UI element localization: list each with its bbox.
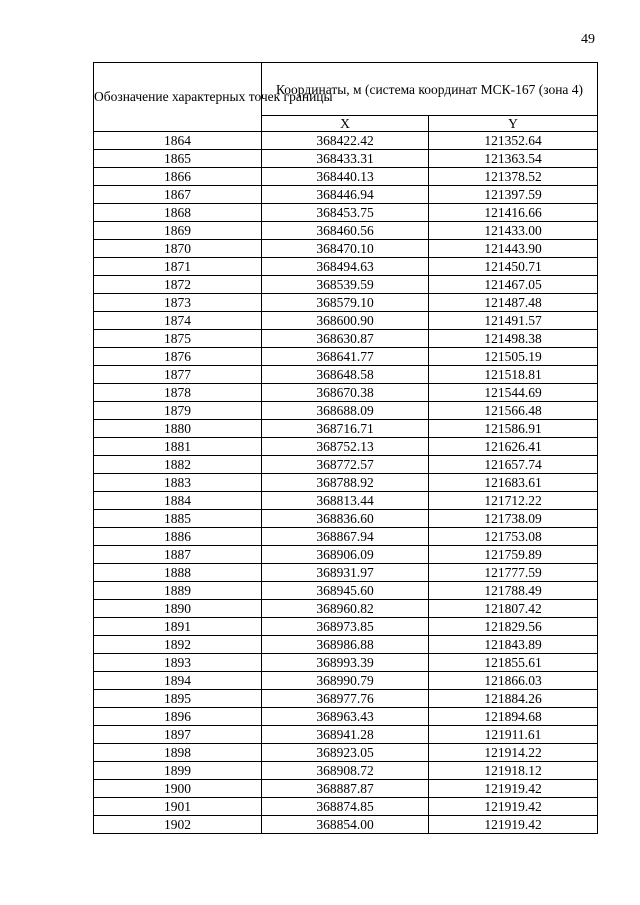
cell-point: 1865: [94, 150, 262, 168]
cell-x: 368539.59: [262, 276, 429, 294]
cell-y: 121738.09: [429, 510, 598, 528]
cell-point: 1898: [94, 744, 262, 762]
cell-point: 1876: [94, 348, 262, 366]
cell-point: 1867: [94, 186, 262, 204]
header-y: Y: [429, 116, 598, 132]
cell-y: 121467.05: [429, 276, 598, 294]
table-row: [94, 168, 598, 186]
cell-point: 1899: [94, 762, 262, 780]
cell-x: 368470.10: [262, 240, 429, 258]
cell-x: 368630.87: [262, 330, 429, 348]
table-row: [94, 420, 598, 438]
table-row: [94, 384, 598, 402]
cell-y: 121626.41: [429, 438, 598, 456]
cell-x: 368600.90: [262, 312, 429, 330]
cell-point: 1883: [94, 474, 262, 492]
table-row: [94, 546, 598, 564]
cell-y: 121566.48: [429, 402, 598, 420]
cell-point: 1878: [94, 384, 262, 402]
cell-y: 121829.56: [429, 618, 598, 636]
table-row: [94, 510, 598, 528]
cell-x: 368908.72: [262, 762, 429, 780]
cell-point: 1902: [94, 816, 262, 834]
table-row: [94, 312, 598, 330]
cell-point: 1866: [94, 168, 262, 186]
cell-y: 121450.71: [429, 258, 598, 276]
cell-x: 368874.85: [262, 798, 429, 816]
cell-point: 1877: [94, 366, 262, 384]
table-row: [94, 258, 598, 276]
table-row: [94, 636, 598, 654]
cell-x: 368688.09: [262, 402, 429, 420]
cell-point: 1881: [94, 438, 262, 456]
table-row: [94, 780, 598, 798]
cell-y: 121433.00: [429, 222, 598, 240]
table-row: [94, 456, 598, 474]
cell-x: 368993.39: [262, 654, 429, 672]
cell-point: 1895: [94, 690, 262, 708]
cell-point: 1889: [94, 582, 262, 600]
table-row: [94, 276, 598, 294]
cell-x: 368931.97: [262, 564, 429, 582]
cell-y: 121498.38: [429, 330, 598, 348]
cell-x: 368446.94: [262, 186, 429, 204]
cell-x: 368670.38: [262, 384, 429, 402]
cell-x: 368494.63: [262, 258, 429, 276]
cell-y: 121759.89: [429, 546, 598, 564]
cell-point: 1868: [94, 204, 262, 222]
table-row: [94, 816, 598, 834]
cell-point: 1890: [94, 600, 262, 618]
table-row: [94, 492, 598, 510]
table-row: [94, 438, 598, 456]
cell-point: 1888: [94, 564, 262, 582]
cell-y: 121378.52: [429, 168, 598, 186]
cell-x: 368960.82: [262, 600, 429, 618]
cell-y: 121657.74: [429, 456, 598, 474]
coordinates-table: [93, 62, 598, 834]
page-number: 49: [581, 32, 595, 47]
cell-y: 121416.66: [429, 204, 598, 222]
cell-point: 1887: [94, 546, 262, 564]
cell-y: 121788.49: [429, 582, 598, 600]
cell-y: 121919.42: [429, 816, 598, 834]
cell-y: 121919.42: [429, 780, 598, 798]
header-point-designation: Обозначение характерных точек границы: [94, 63, 262, 132]
table-row: [94, 132, 598, 150]
cell-y: 121866.03: [429, 672, 598, 690]
cell-y: 121397.59: [429, 186, 598, 204]
cell-point: 1894: [94, 672, 262, 690]
cell-y: 121683.61: [429, 474, 598, 492]
table-row: [94, 222, 598, 240]
cell-point: 1875: [94, 330, 262, 348]
cell-x: 368648.58: [262, 366, 429, 384]
cell-x: 368579.10: [262, 294, 429, 312]
cell-x: 368641.77: [262, 348, 429, 366]
cell-point: 1874: [94, 312, 262, 330]
table-row: [94, 618, 598, 636]
cell-y: 121487.48: [429, 294, 598, 312]
cell-y: 121843.89: [429, 636, 598, 654]
table-row: [94, 762, 598, 780]
cell-x: 368788.92: [262, 474, 429, 492]
cell-x: 368973.85: [262, 618, 429, 636]
table-row: [94, 402, 598, 420]
cell-x: 368453.75: [262, 204, 429, 222]
cell-point: 1886: [94, 528, 262, 546]
cell-point: 1893: [94, 654, 262, 672]
cell-x: 368854.00: [262, 816, 429, 834]
table-row: [94, 186, 598, 204]
cell-x: 368716.71: [262, 420, 429, 438]
cell-y: 121505.19: [429, 348, 598, 366]
table-row: [94, 348, 598, 366]
table-row: [94, 564, 598, 582]
cell-y: 121491.57: [429, 312, 598, 330]
cell-point: 1891: [94, 618, 262, 636]
cell-point: 1872: [94, 276, 262, 294]
table-row: [94, 204, 598, 222]
cell-x: 368433.31: [262, 150, 429, 168]
cell-y: 121544.69: [429, 384, 598, 402]
cell-x: 368460.56: [262, 222, 429, 240]
cell-point: 1873: [94, 294, 262, 312]
cell-point: 1870: [94, 240, 262, 258]
cell-x: 368963.43: [262, 708, 429, 726]
header-x: X: [262, 116, 429, 132]
cell-point: 1901: [94, 798, 262, 816]
cell-point: 1884: [94, 492, 262, 510]
cell-x: 368887.87: [262, 780, 429, 798]
cell-point: 1882: [94, 456, 262, 474]
table-row: [94, 726, 598, 744]
cell-y: 121919.42: [429, 798, 598, 816]
cell-y: 121443.90: [429, 240, 598, 258]
table-row: [94, 654, 598, 672]
table-row: [94, 672, 598, 690]
table-body: [94, 132, 598, 834]
cell-point: 1900: [94, 780, 262, 798]
cell-point: 1892: [94, 636, 262, 654]
cell-point: 1896: [94, 708, 262, 726]
cell-y: 121777.59: [429, 564, 598, 582]
cell-x: 368422.42: [262, 132, 429, 150]
cell-x: 368906.09: [262, 546, 429, 564]
table-row: [94, 240, 598, 258]
cell-x: 368990.79: [262, 672, 429, 690]
table-row: [94, 708, 598, 726]
cell-x: 368986.88: [262, 636, 429, 654]
table-row: [94, 366, 598, 384]
cell-x: 368945.60: [262, 582, 429, 600]
cell-x: 368752.13: [262, 438, 429, 456]
cell-point: 1871: [94, 258, 262, 276]
cell-x: 368440.13: [262, 168, 429, 186]
table-row: [94, 690, 598, 708]
cell-y: 121712.22: [429, 492, 598, 510]
cell-y: 121586.91: [429, 420, 598, 438]
table-row: [94, 582, 598, 600]
cell-x: 368941.28: [262, 726, 429, 744]
table-row: [94, 474, 598, 492]
cell-y: 121911.61: [429, 726, 598, 744]
cell-x: 368867.94: [262, 528, 429, 546]
table-row: [94, 294, 598, 312]
cell-x: 368772.57: [262, 456, 429, 474]
cell-point: 1880: [94, 420, 262, 438]
table-row: [94, 330, 598, 348]
cell-x: 368977.76: [262, 690, 429, 708]
table-row: [94, 744, 598, 762]
cell-y: 121884.26: [429, 690, 598, 708]
cell-y: 121914.22: [429, 744, 598, 762]
table-row: [94, 150, 598, 168]
cell-point: 1869: [94, 222, 262, 240]
cell-y: 121855.61: [429, 654, 598, 672]
cell-x: 368836.60: [262, 510, 429, 528]
cell-x: 368923.05: [262, 744, 429, 762]
cell-y: 121807.42: [429, 600, 598, 618]
cell-point: 1864: [94, 132, 262, 150]
table-row: [94, 798, 598, 816]
cell-point: 1885: [94, 510, 262, 528]
cell-x: 368813.44: [262, 492, 429, 510]
table-row: [94, 528, 598, 546]
cell-y: 121352.64: [429, 132, 598, 150]
cell-y: 121918.12: [429, 762, 598, 780]
cell-y: 121363.54: [429, 150, 598, 168]
cell-y: 121894.68: [429, 708, 598, 726]
header-coordinates: Координаты, м (система координат МСК-167 (зона 4): [262, 63, 598, 116]
cell-point: 1879: [94, 402, 262, 420]
table-row: [94, 600, 598, 618]
cell-y: 121753.08: [429, 528, 598, 546]
cell-point: 1897: [94, 726, 262, 744]
cell-y: 121518.81: [429, 366, 598, 384]
